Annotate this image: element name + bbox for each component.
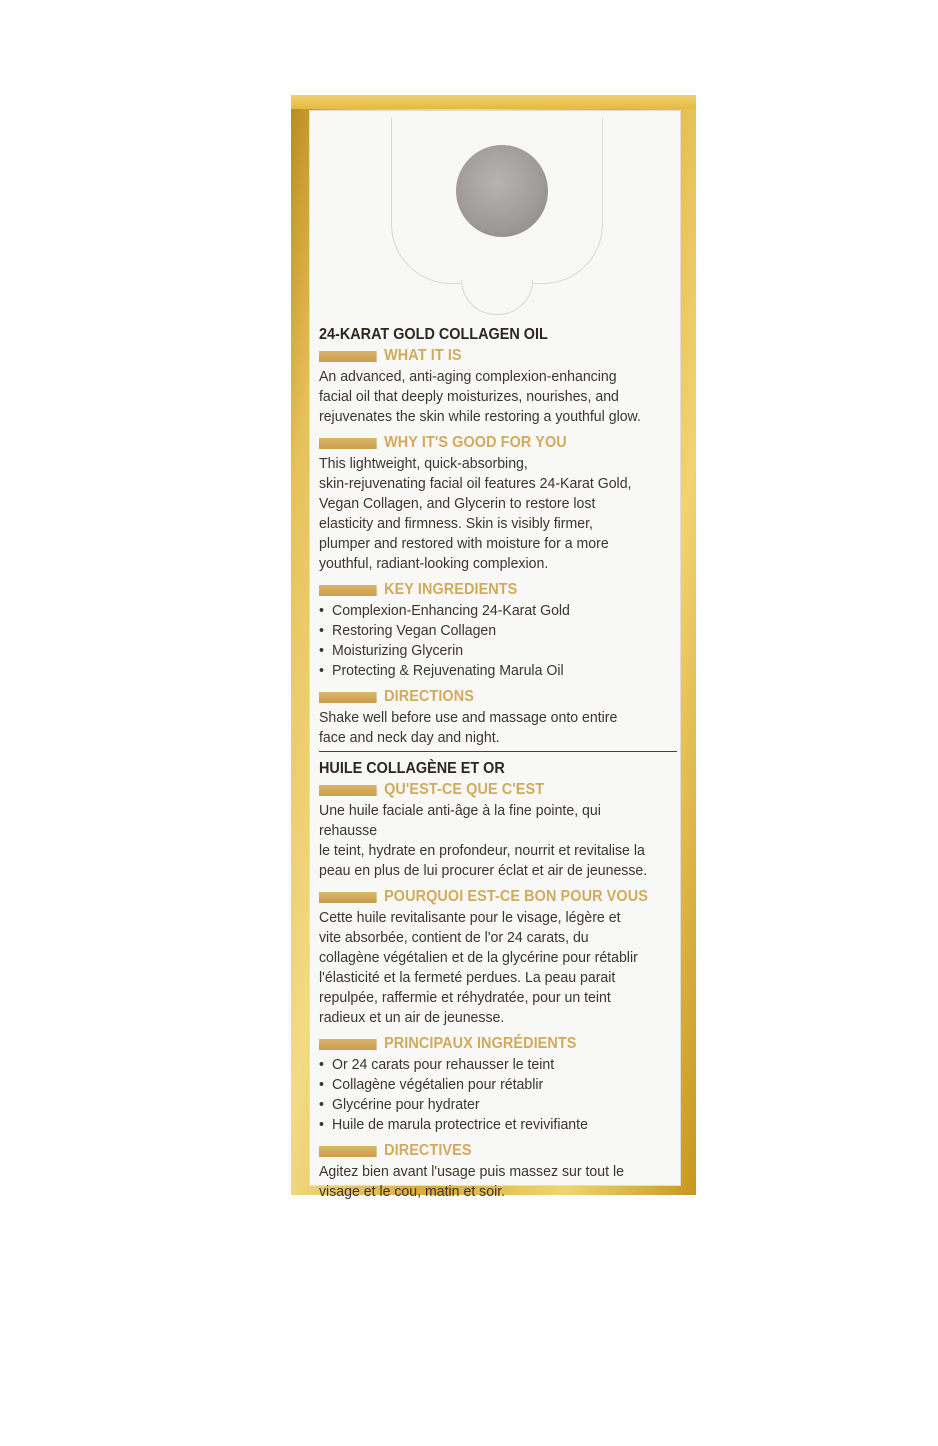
list-item: • Glycérine pour hydrater (319, 1095, 649, 1115)
heading-bar (319, 351, 377, 362)
list-item: • Huile de marula protectrice et revivifiante (319, 1115, 649, 1135)
text-line: An advanced, anti-aging complexion-enhancing (319, 368, 617, 385)
text-line: Shake well before use and massage onto entire (319, 709, 618, 726)
text-line: radieux et un air de jeunesse. (319, 1009, 505, 1026)
text-line: This lightweight, quick-absorbing, (319, 455, 528, 472)
heading-bar (319, 1039, 377, 1050)
hang-tab-notch (461, 280, 533, 315)
text-line: Vegan Collagen, and Glycerin to restore lost (319, 495, 596, 512)
product-title-fr: HUILE COLLAGÈNE ET OR (319, 760, 505, 777)
text-line: vite absorbée, contient de l'or 24 carats, du (319, 929, 589, 946)
section-heading-why-en: WHY IT'S GOOD FOR YOU (319, 433, 649, 453)
text-line: le teint, hydrate en profondeur, nourrit et revitalise la (319, 842, 645, 859)
text-line: elasticity and firmness. Skin is visibly firmer, (319, 515, 593, 532)
list-item: • Protecting & Rejuvenating Marula Oil (319, 661, 649, 681)
text-line: repulpée, raffermie et réhydratée, pour un teint (319, 989, 611, 1006)
heading-bar (319, 1146, 377, 1157)
text-line: Une huile faciale anti-âge à la fine pointe, qui rehausse (319, 802, 601, 839)
language-divider (319, 751, 677, 752)
text-line: facial oil that deeply moisturizes, nourishes, and (319, 388, 619, 405)
heading-bar (319, 585, 377, 596)
text-line: Cette huile revitalisante pour le visage, légère et (319, 909, 621, 926)
list-item: • Restoring Vegan Collagen (319, 621, 649, 641)
product-title-en: 24-KARAT GOLD COLLAGEN OIL (319, 326, 548, 343)
text-line: youthful, radiant-looking complexion. (319, 555, 549, 572)
text-line: Agitez bien avant l'usage puis massez sur tout le (319, 1163, 624, 1180)
section-heading-ingredients-fr: PRINCIPAUX INGRÉDIENTS (319, 1034, 649, 1054)
heading-bar (319, 892, 377, 903)
section-heading-why-fr: POURQUOI EST-CE BON POUR VOUS (319, 887, 649, 907)
section-heading-what-fr: QU'EST-CE QUE C'EST (319, 780, 649, 800)
text-line: peau en plus de lui procurer éclat et air de jeunesse. (319, 862, 648, 879)
section-heading-what-en: WHAT IT IS (319, 346, 649, 366)
text-line: plumper and restored with moisture for a more (319, 535, 609, 552)
text-line: face and neck day and night. (319, 729, 500, 746)
text-line: skin-rejuvenating facial oil features 24-Karat Gold, (319, 475, 632, 492)
text-line: visage et le cou, matin et soir. (319, 1183, 506, 1200)
hang-hole (456, 145, 548, 237)
text-line: rejuvenates the skin while restoring a youthful glow. (319, 408, 641, 425)
list-item: • Or 24 carats pour rehausser le teint (319, 1055, 649, 1075)
heading-bar (319, 692, 377, 703)
label-text (319, 325, 649, 1202)
text-line: l'élasticité et la fermeté perdues. La peau parait (319, 969, 616, 986)
ingredient-list-en (319, 601, 649, 681)
list-item: • Collagène végétalien pour rétablir (319, 1075, 649, 1095)
section-heading-directions-fr: DIRECTIVES (319, 1141, 649, 1161)
heading-bar (319, 785, 377, 796)
section-heading-directions-en: DIRECTIONS (319, 687, 649, 707)
heading-bar (319, 438, 377, 449)
text-line: collagène végétalien et de la glycérine pour rétablir (319, 949, 638, 966)
section-heading-ingredients-en: KEY INGREDIENTS (319, 580, 649, 600)
ingredient-list-fr (319, 1055, 649, 1135)
list-item: • Complexion-Enhancing 24-Karat Gold (319, 601, 649, 621)
list-item: • Moisturizing Glycerin (319, 641, 649, 661)
